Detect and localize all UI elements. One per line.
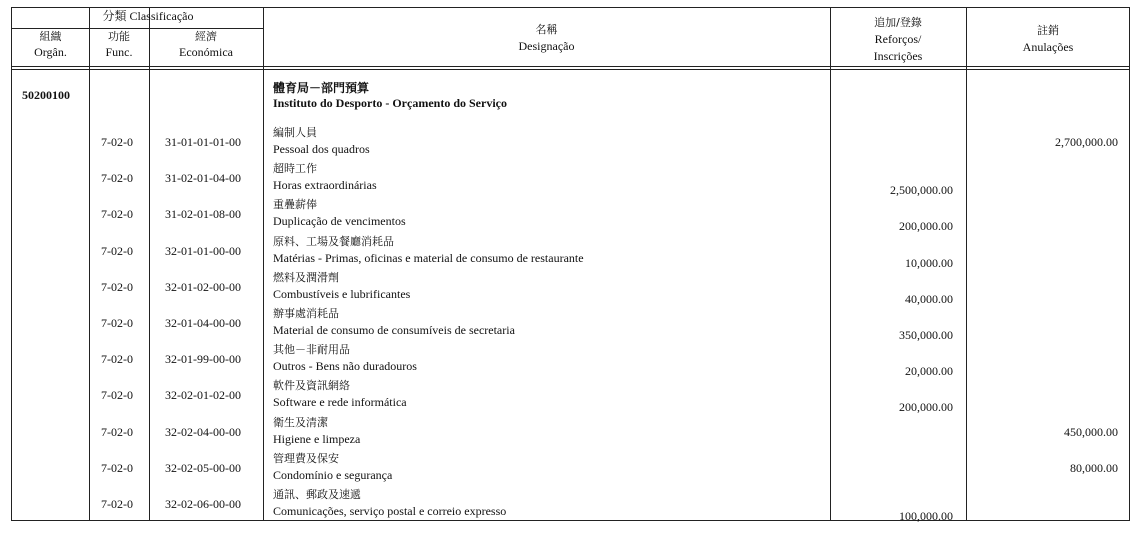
col-divider xyxy=(89,8,90,520)
econ-code: 31-02-01-08-00 xyxy=(165,207,241,222)
designation-pt: Pessoal dos quadros xyxy=(273,142,370,156)
header-bottom-line xyxy=(12,66,1129,67)
func-code: 7-02-0 xyxy=(101,460,133,475)
header-classification: 分類 Classificação xyxy=(102,9,194,23)
col-divider xyxy=(263,8,264,520)
func-code: 7-02-0 xyxy=(101,243,133,258)
header-organ-pt: Orgân. xyxy=(34,45,67,59)
econ-code: 32-01-04-00-00 xyxy=(165,316,241,330)
designation-zh: 辦事處消耗品 xyxy=(273,307,339,320)
designation-zh: 編制人員 xyxy=(273,126,317,139)
func-code: 7-02-0 xyxy=(101,388,133,403)
func-code: 7-02-0 xyxy=(101,424,133,439)
header-cancellation-pt: Anulações xyxy=(1022,40,1074,54)
designation-pt: Software e rede informática xyxy=(273,395,407,410)
designation-zh: 通訊、郵政及速遞 xyxy=(273,488,361,501)
col-divider xyxy=(966,8,967,520)
designation-pt: Combustíveis e lubrificantes xyxy=(273,286,411,301)
reinforcement-amount: 350,000.00 xyxy=(899,328,953,342)
designation-pt: Matérias - Primas, oficinas e material de consumo de restaurante xyxy=(273,250,584,265)
econ-code: 32-01-99-00-00 xyxy=(165,352,241,367)
designation-pt: Horas extraordinárias xyxy=(273,178,377,193)
reinforcement-amount: 2,500,000.00 xyxy=(890,183,953,198)
reinforcement-amount: 200,000.00 xyxy=(899,219,953,234)
econ-code: 32-02-01-02-00 xyxy=(165,388,241,403)
header-econ-zh: 經濟 xyxy=(195,30,217,43)
econ-code: 32-02-06-00-00 xyxy=(165,497,241,511)
organ-code: 50200100 xyxy=(22,88,70,102)
header-bottom-line-double xyxy=(12,69,1129,70)
func-code: 7-02-0 xyxy=(101,316,133,330)
reinforcement-amount: 40,000.00 xyxy=(905,291,953,306)
econ-code: 32-02-04-00-00 xyxy=(165,424,241,439)
designation-zh: 衛生及清潔 xyxy=(273,415,328,429)
reinforcement-amount: 10,000.00 xyxy=(905,255,953,270)
designation-zh: 其他－非耐用品 xyxy=(273,343,350,357)
header-func-zh: 功能 xyxy=(108,30,130,43)
designation-zh: 軟件及資訊網絡 xyxy=(273,379,350,393)
header-reinforcement-zh: 追加/登錄 xyxy=(874,16,922,29)
designation-pt: Material de consumo de consumíveis de secretaria xyxy=(273,323,515,337)
designation-zh: 管理費及保安 xyxy=(273,451,339,465)
header-econ-pt: Económica xyxy=(179,45,233,59)
designation-pt: Outros - Bens não duradouros xyxy=(273,359,417,374)
header-organ-zh: 組織 xyxy=(39,30,62,43)
econ-code: 32-01-01-00-00 xyxy=(165,243,241,258)
designation-zh: 重疊薪俸 xyxy=(273,198,317,212)
section-title-zh: 體育局－部門預算 xyxy=(273,81,370,95)
econ-code: 31-02-01-04-00 xyxy=(165,171,241,186)
header-reinforcement-pt2: Inscrições xyxy=(873,49,923,63)
designation-zh: 燃料及潤滑劑 xyxy=(273,270,339,284)
cancellation-amount: 2,700,000.00 xyxy=(1055,135,1118,149)
cancellation-amount: 450,000.00 xyxy=(1064,424,1118,439)
designation-pt: Comunicações, serviço postal e correio expresso xyxy=(273,504,507,518)
econ-code: 32-02-05-00-00 xyxy=(165,460,241,475)
econ-code: 31-01-01-01-00 xyxy=(165,135,241,149)
section-title-pt: Instituto do Desporto - Orçamento do Serviço xyxy=(273,96,507,110)
econ-code: 32-01-02-00-00 xyxy=(165,279,241,294)
designation-pt: Higiene e limpeza xyxy=(273,431,361,446)
header-reinforcement-pt1: Reforços/ xyxy=(874,32,922,46)
reinforcement-amount: 200,000.00 xyxy=(899,400,953,415)
header-designation-zh: 名稱 xyxy=(535,23,558,36)
designation-zh: 超時工作 xyxy=(273,162,317,176)
cancellation-amount: 80,000.00 xyxy=(1070,460,1118,475)
designation-zh: 原料、工場及餐廳消耗品 xyxy=(273,234,394,248)
reinforcement-amount: 100,000.00 xyxy=(899,509,953,523)
designation-pt: Condomínio e segurança xyxy=(273,467,393,482)
header-cancellation-zh: 註銷 xyxy=(1037,24,1059,37)
func-code: 7-02-0 xyxy=(101,497,133,511)
func-code: 7-02-0 xyxy=(101,135,133,149)
func-code: 7-02-0 xyxy=(101,171,133,186)
designation-pt: Duplicação de vencimentos xyxy=(273,214,406,229)
col-divider xyxy=(149,8,150,520)
func-code: 7-02-0 xyxy=(101,279,133,294)
header-func-pt: Func. xyxy=(105,45,133,59)
func-code: 7-02-0 xyxy=(101,352,133,367)
func-code: 7-02-0 xyxy=(101,207,133,222)
reinforcement-amount: 20,000.00 xyxy=(905,364,953,379)
header-designation-pt: Designação xyxy=(518,39,575,53)
